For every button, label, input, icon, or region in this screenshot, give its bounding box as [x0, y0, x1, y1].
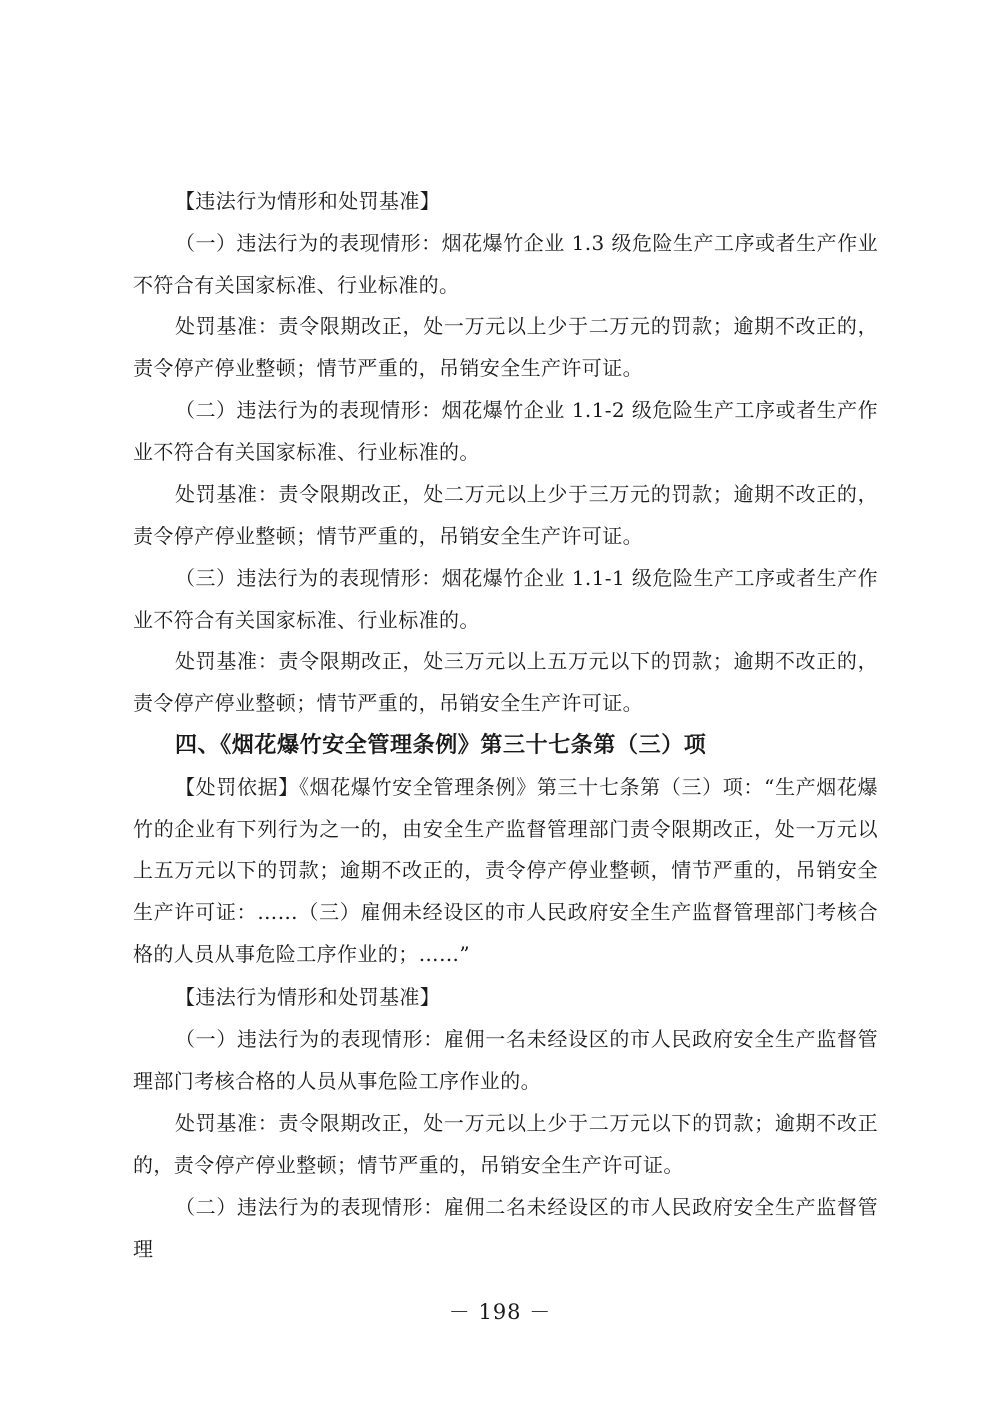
section-heading: 四、《烟花爆竹安全管理条例》第三十七条第（三）项 [175, 733, 707, 758]
penalty-standard-4: 处罚基准：责令限期改正，处一万元以上少于二万元以下的罚款；逾期不改正的，责令停产停业整顿；情节严重的，吊销安全生产许可证。 [133, 1111, 878, 1177]
violation-case-3: （三）违法行为的表现情形：烟花爆竹企业 1.1-1 级危险生产工序或者生产作业不符合有关国家标准、行业标准的。 [133, 566, 878, 632]
violation-case-1: （一）违法行为的表现情形：烟花爆竹企业 1.3 级危险生产工序或者生产作业不符合有关国家标准、行业标准的。 [133, 231, 878, 297]
section-subheading: 【违法行为情形和处罚基准】 [175, 189, 441, 213]
penalty-standard-2: 处罚基准：责令限期改正，处二万元以上少于三万元的罚款；逾期不改正的，责令停产停业整顿；情节严重的，吊销安全生产许可证。 [133, 482, 878, 548]
penalty-standard-3: 处罚基准：责令限期改正，处三万元以上五万元以下的罚款；逾期不改正的，责令停产停业整顿；情节严重的，吊销安全生产许可证。 [133, 649, 878, 715]
violation-case-5: （二）违法行为的表现情形：雇佣二名未经设区的市人民政府安全生产监督管理 [133, 1195, 878, 1261]
penalty-basis: 【处罚依据】《烟花爆竹安全管理条例》第三十七条第（三）项：“生产烟花爆竹的企业有下列行为之一的，由安全生产监督管理部门责令限期改正，处一万元以上五万元以下的罚款；逾期不改正的，责令停产停业整顿，情节严重的，吊销安全生产许可证：……（三）雇佣未经设区的市人民政府安全生产监督管理部门考核合格的人员从事危险工序作业的；……” [133, 775, 878, 966]
page-number: － 198 － [448, 1300, 552, 1324]
violation-case-2: （二）违法行为的表现情形：烟花爆竹企业 1.1-2 级危险生产工序或者生产作业不符合有关国家标准、行业标准的。 [133, 398, 878, 464]
section-subheading-2: 【违法行为情形和处罚基准】 [175, 985, 441, 1009]
penalty-standard-1: 处罚基准：责令限期改正，处一万元以上少于二万元的罚款；逾期不改正的，责令停产停业整顿；情节严重的，吊销安全生产许可证。 [133, 314, 878, 380]
violation-case-4: （一）违法行为的表现情形：雇佣一名未经设区的市人民政府安全生产监督管理部门考核合格的人员从事危险工序作业的。 [133, 1027, 878, 1093]
